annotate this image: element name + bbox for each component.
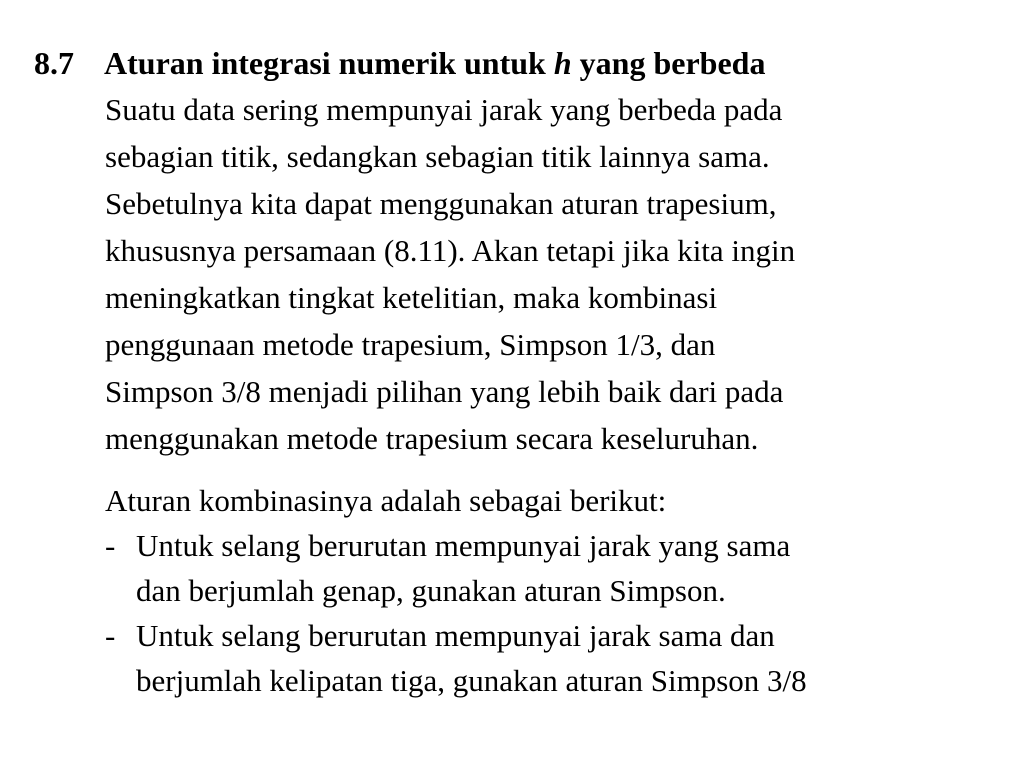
- paragraph-line: sebagian titik, sedangkan sebagian titik lainnya sama.: [105, 139, 770, 174]
- section-heading: [34, 40, 765, 86]
- paragraph-line: penggunaan metode trapesium, Simpson 1/3, dan: [105, 327, 716, 362]
- bullet-line-2: dan berjumlah genap, gunakan aturan Simpson.: [136, 573, 726, 608]
- paragraph-line: menggunakan metode trapesium secara keseluruhan.: [105, 421, 759, 456]
- bullet-marker: -: [105, 618, 116, 653]
- paragraph-line: meningkatkan tingkat ketelitian, maka kombinasi: [105, 280, 718, 315]
- section-number: 8.7: [34, 45, 74, 81]
- paragraph-line: Simpson 3/8 menjadi pilihan yang lebih baik dari pada: [105, 374, 784, 409]
- paragraph-1: [105, 86, 795, 462]
- heading-text-after: yang berbeda: [571, 45, 766, 81]
- paragraph-2: [105, 478, 807, 703]
- heading-text-before: Aturan integrasi numerik untuk: [104, 45, 554, 81]
- bullet-line-1: Untuk selang berurutan mempunyai jarak yang sama: [136, 528, 791, 563]
- bullet-marker: -: [105, 528, 116, 563]
- bullet-line-1: Untuk selang berurutan mempunyai jarak sama dan: [136, 618, 775, 653]
- heading-italic-variable: h: [553, 45, 572, 81]
- paragraph-line: Suatu data sering mempunyai jarak yang berbeda pada: [105, 92, 783, 127]
- bullet-line-2: berjumlah kelipatan tiga, gunakan aturan Simpson 3/8: [136, 663, 807, 698]
- rules-intro: Aturan kombinasinya adalah sebagai berikut:: [105, 483, 667, 518]
- bullet-item: [105, 613, 807, 703]
- bullet-item: [105, 523, 807, 613]
- paragraph-line: Sebetulnya kita dapat menggunakan aturan trapesium,: [105, 186, 777, 221]
- paragraph-line: khususnya persamaan (8.11). Akan tetapi jika kita ingin: [105, 233, 796, 268]
